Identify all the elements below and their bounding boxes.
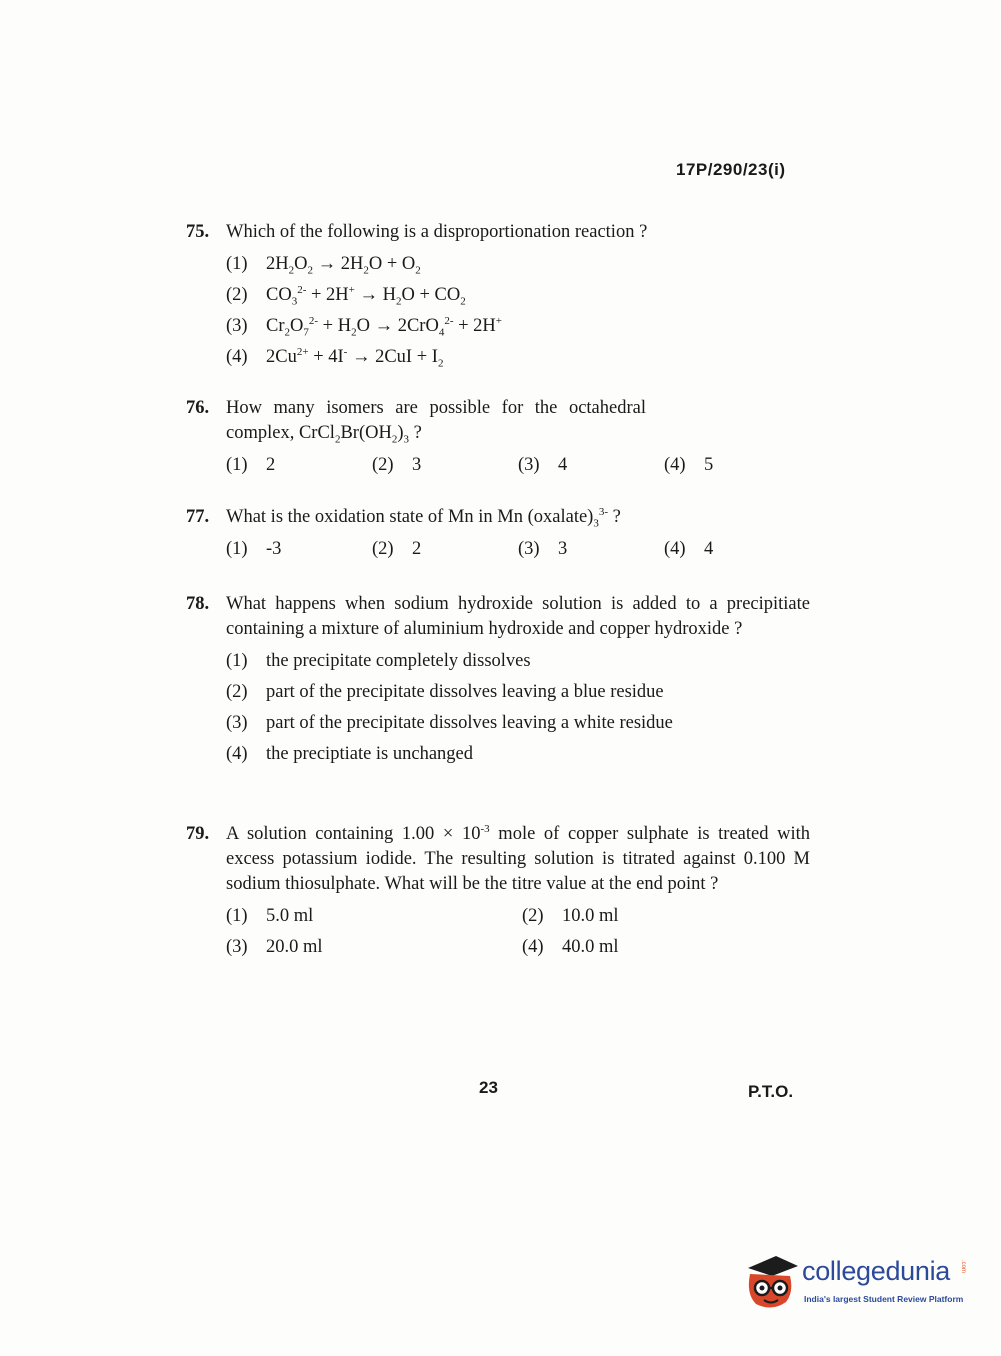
question-75 <box>186 220 810 373</box>
question-number: 75. <box>186 222 210 242</box>
option: (2) 3 <box>372 455 422 475</box>
option: (3) part of the precipitate dissolves leaving a white residue <box>226 713 673 733</box>
collegedunia-logo <box>742 1250 972 1314</box>
option: (4) 40.0 ml <box>522 937 619 957</box>
question-79 <box>186 822 810 963</box>
option: (1) 5.0 ml <box>226 906 314 926</box>
pto-label: P.T.O. <box>748 1082 794 1101</box>
question-number: 79. <box>186 824 210 844</box>
question-76 <box>186 396 810 481</box>
option: (1) -3 <box>226 539 282 559</box>
page-number: 23 <box>479 1078 498 1097</box>
paper-code: 17P/290/23(i) <box>676 160 786 179</box>
option: (2) $CO_3^{2-} + 2H^+ \to H_2O + CO_2$ <box>226 283 466 308</box>
question-text: How many isomers are possible for the octahedral complex, $CrCl_2Br(OH_2)_3$ ? <box>226 398 646 446</box>
logo-tagline: India's largest Student Review Platform <box>804 1294 964 1304</box>
option: (2) part of the precipitate dissolves leaving a blue residue <box>226 682 664 702</box>
logo-dotcom: .com <box>960 1260 966 1274</box>
logo-brand: collegedunia <box>802 1256 951 1286</box>
question-text: What is the oxidation state of Mn in Mn $(oxalate)_3^{3-}$ ? <box>226 505 621 530</box>
option: (4) 4 <box>664 539 714 559</box>
question-number: 77. <box>186 507 210 527</box>
option: (3) 3 <box>518 539 568 559</box>
option: (4) 5 <box>664 455 714 475</box>
option: (3) 4 <box>518 455 568 475</box>
option: (1) $2H_2O_2 \to 2H_2O + O_2$ <box>226 254 421 277</box>
option: (1) the precipitate completely dissolves <box>226 651 531 671</box>
option: (1) 2 <box>226 455 276 475</box>
question-number: 76. <box>186 398 210 418</box>
option: (3) 20.0 ml <box>226 937 323 957</box>
option: (3) $Cr_2O_7^{2-} + H_2O \to 2CrO_4^{2-} + 2H^+$ <box>226 314 503 339</box>
mascot-icon <box>742 1250 800 1312</box>
option: (2) 10.0 ml <box>522 906 619 926</box>
question-text: What happens when sodium hydroxide solution is added to a precipitiate containing a mixture of aluminium hydroxide and copper hydroxide ? <box>226 594 810 639</box>
option: (4) $2Cu^{2+} + 4I^- \to 2CuI + I_2$ <box>226 345 444 370</box>
option: (4) the preciptiate is unchanged <box>226 744 474 764</box>
question-number: 78. <box>186 594 210 614</box>
question-text: A solution containing $1.00 \times 10^{-3}$ mole of copper sulphate is treated with excess potassium iodide. The resulting solution is titrated against 0.100 M sodium thiosulphate. What will be the titre value at the end point ? <box>226 822 810 894</box>
option: (2) 2 <box>372 539 422 559</box>
question-77 <box>186 505 810 565</box>
question-text: Which of the following is a disproportionation reaction ? <box>226 222 648 242</box>
question-78 <box>186 592 810 770</box>
